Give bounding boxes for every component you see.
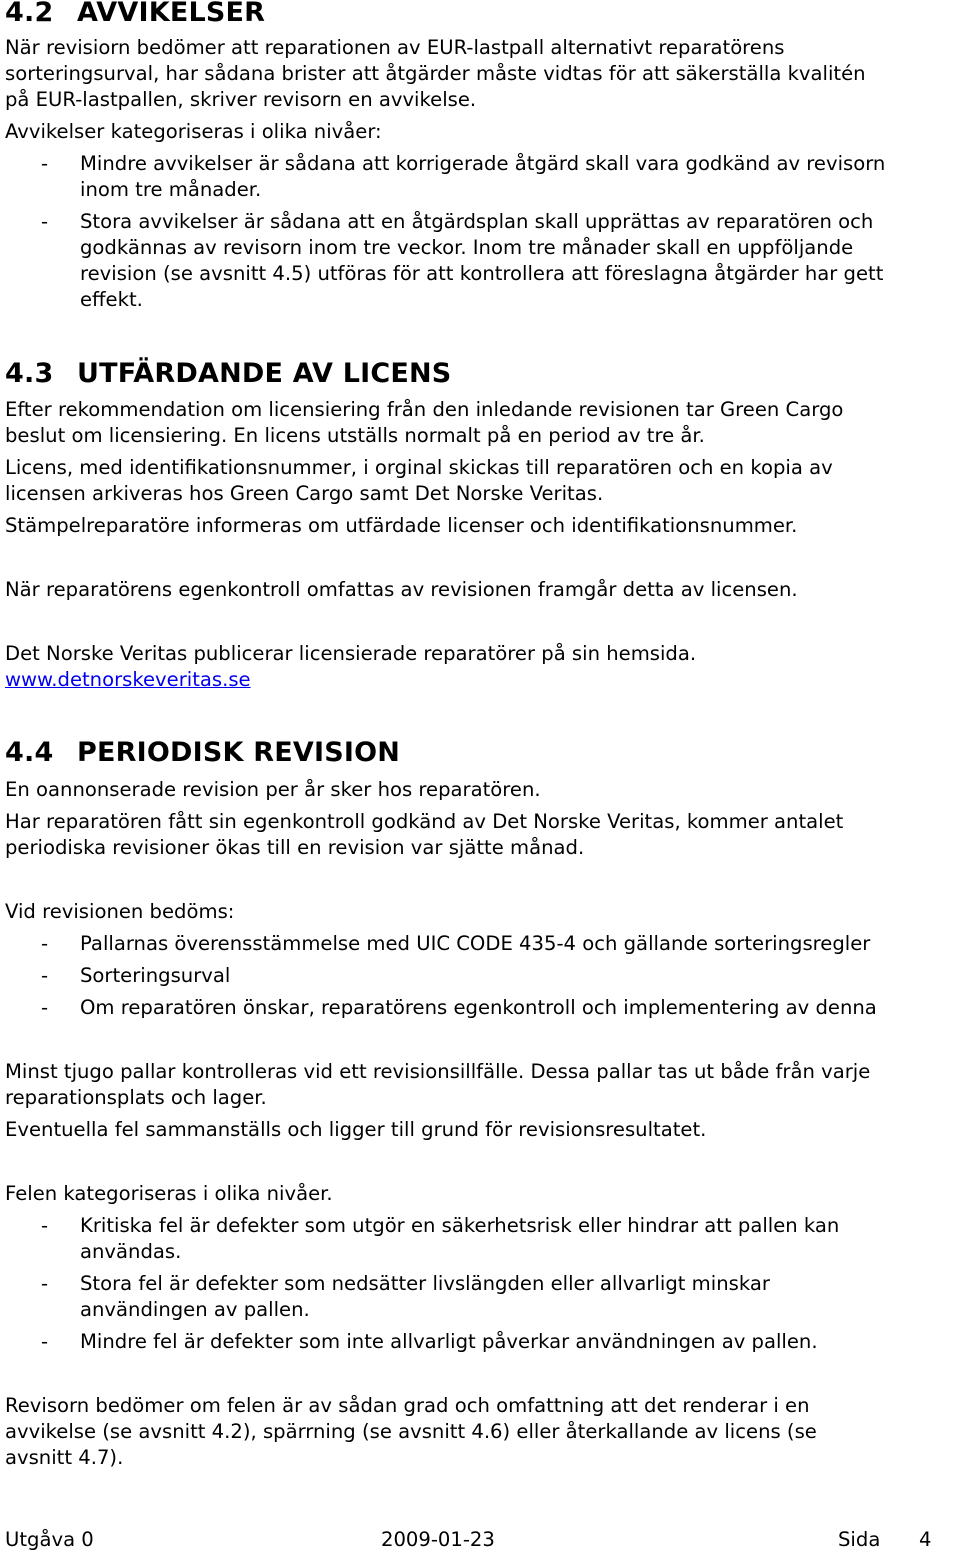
paragraph-line: När revisiorn bedömer att reparationen av EUR-lastpall alternativt reparatörens — [5, 36, 785, 59]
paragraph-line: avsnitt 4.7). — [5, 1446, 124, 1469]
section-number: 4.2 — [5, 0, 54, 28]
paragraph-line: på EUR-lastpallen, skriver revisorn en avvikelse. — [5, 88, 477, 111]
footer-date: 2009-01-23 — [381, 1528, 495, 1551]
paragraph-line: periodiska revisioner ökas till en revision var sjätte månad. — [5, 836, 585, 859]
list-item-text: revision (se avsnitt 4.5) utföras för att kontrollera att föreslagna åtgärder har gett — [80, 262, 884, 285]
list-item-text: Mindre avvikelser är sådana att korrigerade åtgärd skall vara godkänd av revisorn — [80, 152, 886, 175]
paragraph: När reparatörens egenkontroll omfattas av revisionen framgår detta av licensen. — [5, 578, 798, 601]
list-item-text: inom tre månader. — [80, 178, 262, 201]
list-item-text: Stora fel är defekter som nedsätter livslängden eller allvarligt minskar — [80, 1272, 770, 1295]
paragraph-line: Har reparatören fått sin egenkontroll godkänd av Det Norske Veritas, kommer antalet — [5, 810, 844, 833]
section-title: PERIODISK REVISION — [77, 737, 401, 768]
section-number: 4.4 — [5, 737, 54, 768]
list-item-text: Pallarnas överensstämmelse med UIC CODE 435-4 och gällande sorteringsregler — [80, 932, 871, 955]
paragraph-line — [5, 667, 957, 693]
list-dash: - — [41, 964, 49, 987]
list-item-text: godkännas av revisorn inom tre veckor. Inom tre månader skall en uppföljande — [80, 236, 854, 259]
page-footer — [0, 1527, 960, 1555]
footer-page-label: Sida — [838, 1528, 881, 1551]
list-dash: - — [41, 1330, 49, 1353]
section-number: 4.3 — [5, 358, 54, 389]
paragraph-line: Minst tjugo pallar kontrolleras vid ett revisionsillfälle. Dessa pallar tas ut både från varje — [5, 1060, 871, 1083]
list-item-text: Stora avvikelser är sådana att en åtgärdsplan skall upprättas av reparatören och — [80, 210, 874, 233]
section-title: UTFÄRDANDE AV LICENS — [77, 358, 452, 389]
list-dash: - — [41, 210, 49, 233]
paragraph-line: Revisorn bedömer om felen är av sådan grad och omfattning att det renderar i en — [5, 1394, 810, 1417]
paragraph: Felen kategoriseras i olika nivåer. — [5, 1182, 333, 1205]
list-dash: - — [41, 1214, 49, 1237]
list-dash: - — [41, 932, 49, 955]
website-link[interactable]: www.detnorskeveritas.se — [5, 668, 251, 691]
paragraph-line: licensen arkiveras hos Green Cargo samt Det Norske Veritas. — [5, 482, 604, 505]
paragraph: Det Norske Veritas publicerar licensierade reparatörer på sin hemsida. — [5, 642, 697, 665]
paragraph-line: avvikelse (se avsnitt 4.2), spärrning (se avsnitt 4.6) eller återkallande av licens (se — [5, 1420, 817, 1443]
paragraph-line: Efter rekommendation om licensiering från den inledande revisionen tar Green Cargo — [5, 398, 844, 421]
paragraph-line: beslut om licensiering. En licens utställs normalt på en period av tre år. — [5, 424, 705, 447]
footer-edition: Utgåva 0 — [5, 1528, 94, 1551]
list-item-text: användingen av pallen. — [80, 1298, 310, 1321]
list-item-text: effekt. — [80, 288, 143, 311]
list-dash: - — [41, 1272, 49, 1295]
list-dash: - — [41, 996, 49, 1019]
paragraph: Eventuella fel sammanställs och ligger till grund för revisionsresultatet. — [5, 1118, 707, 1141]
list-item-text: Om reparatören önskar, reparatörens egenkontroll och implementering av denna — [80, 996, 877, 1019]
section-heading-4-2 — [5, 0, 265, 28]
list-item-text: Mindre fel är defekter som inte allvarligt påverkar användningen av pallen. — [80, 1330, 818, 1353]
paragraph-line: sorteringsurval, har sådana brister att åtgärder måste vidtas för att säkerställa kvalitén — [5, 62, 866, 85]
footer-page-number: 4 — [919, 1528, 932, 1551]
list-item-text: Kritiska fel är defekter som utgör en säkerhetsrisk eller hindrar att pallen kan — [80, 1214, 840, 1237]
section-heading-4-3 — [5, 359, 451, 389]
paragraph: Avvikelser kategoriseras i olika nivåer: — [5, 120, 382, 143]
list-dash: - — [41, 152, 49, 175]
section-heading-4-4 — [5, 738, 400, 768]
paragraph-line: Licens, med identifikationsnummer, i orginal skickas till reparatören och en kopia av — [5, 456, 833, 479]
list-item-text: Sorteringsurval — [80, 964, 231, 987]
paragraph: Vid revisionen bedöms: — [5, 900, 235, 923]
section-title: AVVIKELSER — [77, 0, 266, 28]
paragraph: En oannonserade revision per år sker hos reparatören. — [5, 778, 541, 801]
paragraph: Stämpelreparatöre informeras om utfärdade licenser och identifikationsnummer. — [5, 514, 798, 537]
paragraph-line: reparationsplats och lager. — [5, 1086, 267, 1109]
list-item-text: användas. — [80, 1240, 182, 1263]
